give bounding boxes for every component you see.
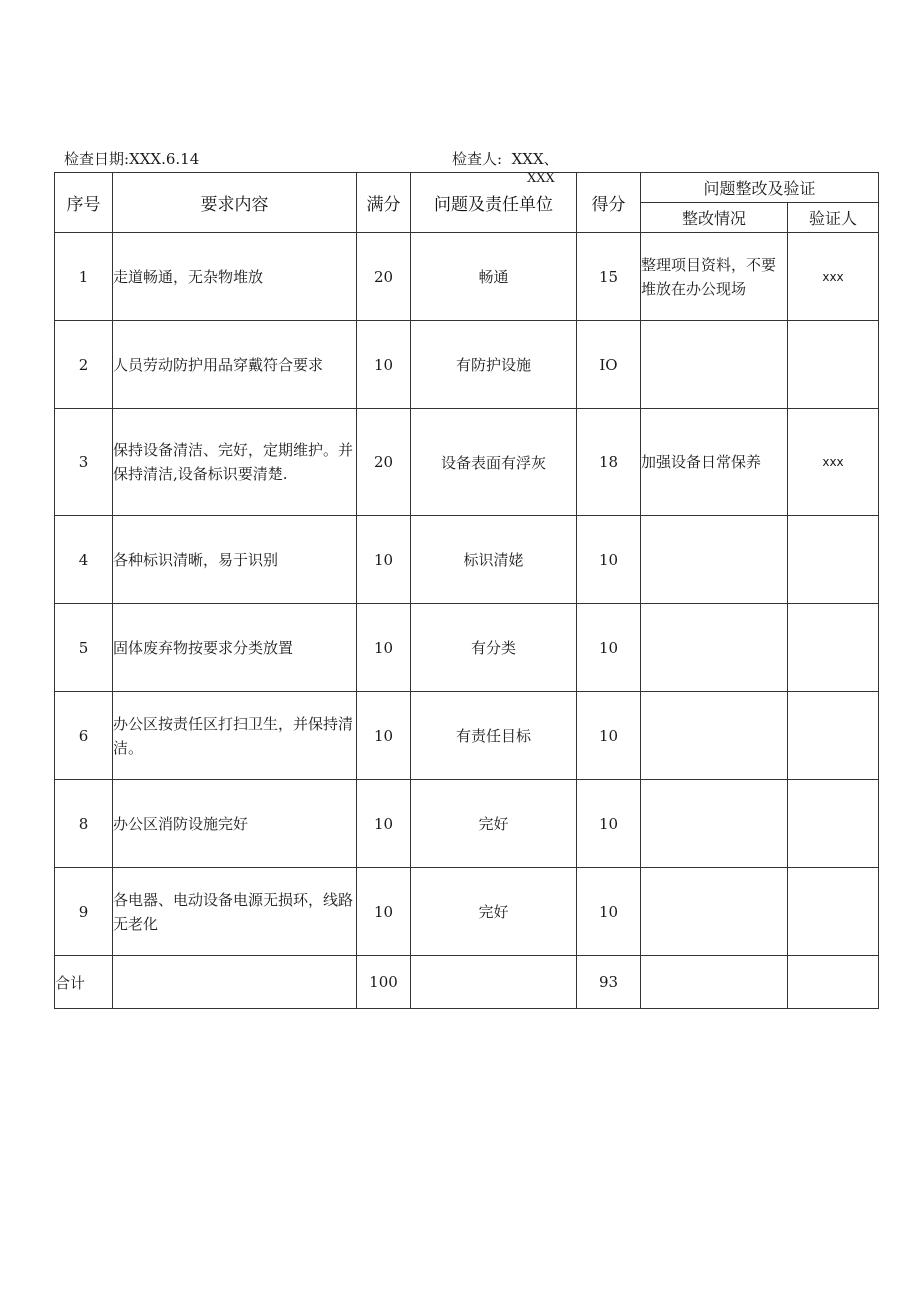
row-verifier (788, 604, 879, 692)
row-score: 10 (577, 516, 641, 604)
row-verifier (788, 516, 879, 604)
total-score: 93 (577, 956, 641, 1009)
row-verifier (788, 321, 879, 409)
row-rectification (641, 868, 788, 956)
total-label: 合计 (55, 956, 113, 1009)
col-header-verifier: 验证人 (788, 203, 879, 233)
row-rectification (641, 321, 788, 409)
row-rectification: 整理项目资料，不要堆放在办公现场 (641, 233, 788, 321)
row-issue: 有责任目标 (411, 692, 577, 780)
row-no: 1 (55, 233, 113, 321)
row-full-score: 10 (357, 321, 411, 409)
row-issue: 有分类 (411, 604, 577, 692)
row-issue: 完好 (411, 868, 577, 956)
row-score: 10 (577, 604, 641, 692)
row-full-score: 20 (357, 409, 411, 516)
row-score: IO (577, 321, 641, 409)
row-verifier (788, 868, 879, 956)
inspection-date-label: 检查日期: (64, 150, 130, 168)
inspection-date (64, 150, 199, 168)
total-rectification-empty (641, 956, 788, 1009)
inspector-value: XXX、 (511, 150, 559, 168)
col-header-no: 序号 (55, 173, 113, 233)
row-requirement: 各电器、电动设备电源无损环，线路无老化 (113, 868, 357, 956)
row-verifier: xxx (788, 233, 879, 321)
row-score: 10 (577, 692, 641, 780)
inspection-date-value: XXX.6.14 (129, 150, 200, 168)
total-requirement-empty (113, 956, 357, 1009)
row-no: 3 (55, 409, 113, 516)
col-header-rectification: 整改情况 (641, 203, 788, 233)
row-no: 2 (55, 321, 113, 409)
row-issue: 标识清姥 (411, 516, 577, 604)
col-header-requirement: 要求内容 (113, 173, 357, 233)
row-no: 8 (55, 780, 113, 868)
row-verifier (788, 692, 879, 780)
row-no: 6 (55, 692, 113, 780)
inspector (452, 150, 559, 168)
col-header-full-score: 满分 (357, 173, 411, 233)
row-full-score: 10 (357, 868, 411, 956)
row-rectification (641, 780, 788, 868)
row-rectification (641, 692, 788, 780)
row-full-score: 10 (357, 604, 411, 692)
table-row (55, 604, 879, 692)
total-verifier-empty (788, 956, 879, 1009)
row-rectification: 加强设备日常保养 (641, 409, 788, 516)
total-issue-empty (411, 956, 577, 1009)
col-header-score: 得分 (577, 173, 641, 233)
row-rectification (641, 604, 788, 692)
row-verifier (788, 780, 879, 868)
table-row (55, 868, 879, 956)
row-score: 10 (577, 780, 641, 868)
row-requirement: 走道畅通，无杂物堆放 (113, 233, 357, 321)
row-no: 9 (55, 868, 113, 956)
row-issue: 完好 (411, 780, 577, 868)
total-full-score: 100 (357, 956, 411, 1009)
table-row (55, 780, 879, 868)
row-requirement: 人员劳动防护用品穿戴符合要求 (113, 321, 357, 409)
col-header-rectification-group: 问题整改及验证 (641, 173, 879, 203)
row-requirement: 保持设备清洁、完好，定期维护。并保持清洁,设备标识要清楚. (113, 409, 357, 516)
inspection-table (54, 172, 879, 1009)
inspector-label: 检查人: (452, 150, 503, 168)
row-score: 18 (577, 409, 641, 516)
row-rectification (641, 516, 788, 604)
inspector-value-overflow: XXX (527, 171, 555, 186)
row-score: 15 (577, 233, 641, 321)
row-no: 5 (55, 604, 113, 692)
row-requirement: 办公区按责任区打扫卫生，并保持清洁。 (113, 692, 357, 780)
total-row (55, 956, 879, 1009)
row-verifier: xxx (788, 409, 879, 516)
table-row (55, 692, 879, 780)
table-row (55, 233, 879, 321)
table-row (55, 516, 879, 604)
row-issue: 有防护设施 (411, 321, 577, 409)
table-row (55, 409, 879, 516)
row-issue: 设备表面有浮灰 (411, 409, 577, 516)
row-score: 10 (577, 868, 641, 956)
row-full-score: 10 (357, 692, 411, 780)
row-requirement: 办公区消防设施完好 (113, 780, 357, 868)
row-full-score: 10 (357, 516, 411, 604)
row-issue: 畅通 (411, 233, 577, 321)
row-full-score: 10 (357, 780, 411, 868)
row-full-score: 20 (357, 233, 411, 321)
table-row (55, 321, 879, 409)
row-no: 4 (55, 516, 113, 604)
col-header-issue: 问题及责任单位 (411, 173, 577, 233)
row-requirement: 各种标识清晰，易于识别 (113, 516, 357, 604)
row-requirement: 固体废弃物按要求分类放置 (113, 604, 357, 692)
